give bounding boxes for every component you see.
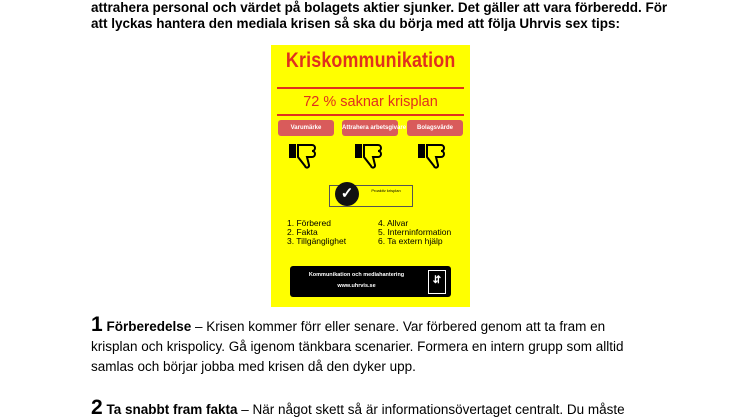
steps-left — [287, 219, 346, 246]
tag-employer: Attrahera arbetsgivare — [342, 120, 398, 136]
tip-text: – När något skett så är informationsövertaget centralt. Du måste — [237, 402, 625, 417]
tip-number: 1 — [91, 313, 103, 336]
tip-text: – Krisen kommer förr eller senare. Var förbered genom att ta fram en — [191, 319, 606, 334]
infographic-title: Kriskommunikation — [285, 49, 456, 72]
thumbs-down-icon — [288, 142, 322, 168]
tag-brand: Varumärke — [278, 120, 334, 136]
tag-company-value: Bolagsvärde — [407, 120, 463, 136]
thumbs-down-icon — [417, 142, 451, 168]
tip-text: samlas och börjar jobba med krisen då den dyker upp. — [91, 359, 416, 374]
check-label: Proaktiv krisplan — [371, 188, 401, 193]
intro-line-1: attrahera personal och värdet på bolagets aktier sjunker. Det gäller att vara förberedd. För — [91, 0, 668, 15]
step-item: 2. Fakta — [287, 227, 318, 237]
step-item: 1. Förbered — [287, 218, 331, 228]
step-item: 6. Ta extern hjälp — [378, 236, 443, 246]
crisis-infographic — [271, 45, 470, 307]
tip-heading: Ta snabbt fram fakta — [106, 402, 238, 417]
footer-url: www.uhrvis.se — [337, 283, 376, 289]
step-item: 3. Tillgänglighet — [287, 236, 347, 246]
intro-line-2: att lyckas hantera den mediala krisen så ska du börja med att följa Uhrvis sex tips: — [91, 15, 620, 31]
intro-paragraph — [91, 0, 731, 31]
logo-icon: ⇵ — [428, 270, 446, 294]
footer-tagline: Kommunikation och mediahantering — [308, 272, 405, 278]
tip-number: 2 — [91, 396, 103, 419]
divider — [277, 114, 464, 116]
tip-text: krisplan och krispolicy. Gå igenom tänkbara scenarier. Formera en intern grupp som alltid — [91, 339, 624, 354]
tip-2 — [91, 398, 731, 420]
steps-right — [378, 219, 451, 246]
footer-bar — [290, 266, 451, 297]
statistic-text: 72 % saknar krisplan — [303, 94, 438, 110]
thumbs-down-icon — [354, 142, 388, 168]
step-item: 5. Interninformation — [378, 227, 452, 237]
tip-heading: Förberedelse — [106, 319, 192, 334]
divider — [277, 87, 464, 89]
tip-1 — [91, 315, 731, 377]
checkmark-icon: ✓ — [335, 182, 359, 206]
step-item: 4. Allvar — [378, 218, 409, 228]
